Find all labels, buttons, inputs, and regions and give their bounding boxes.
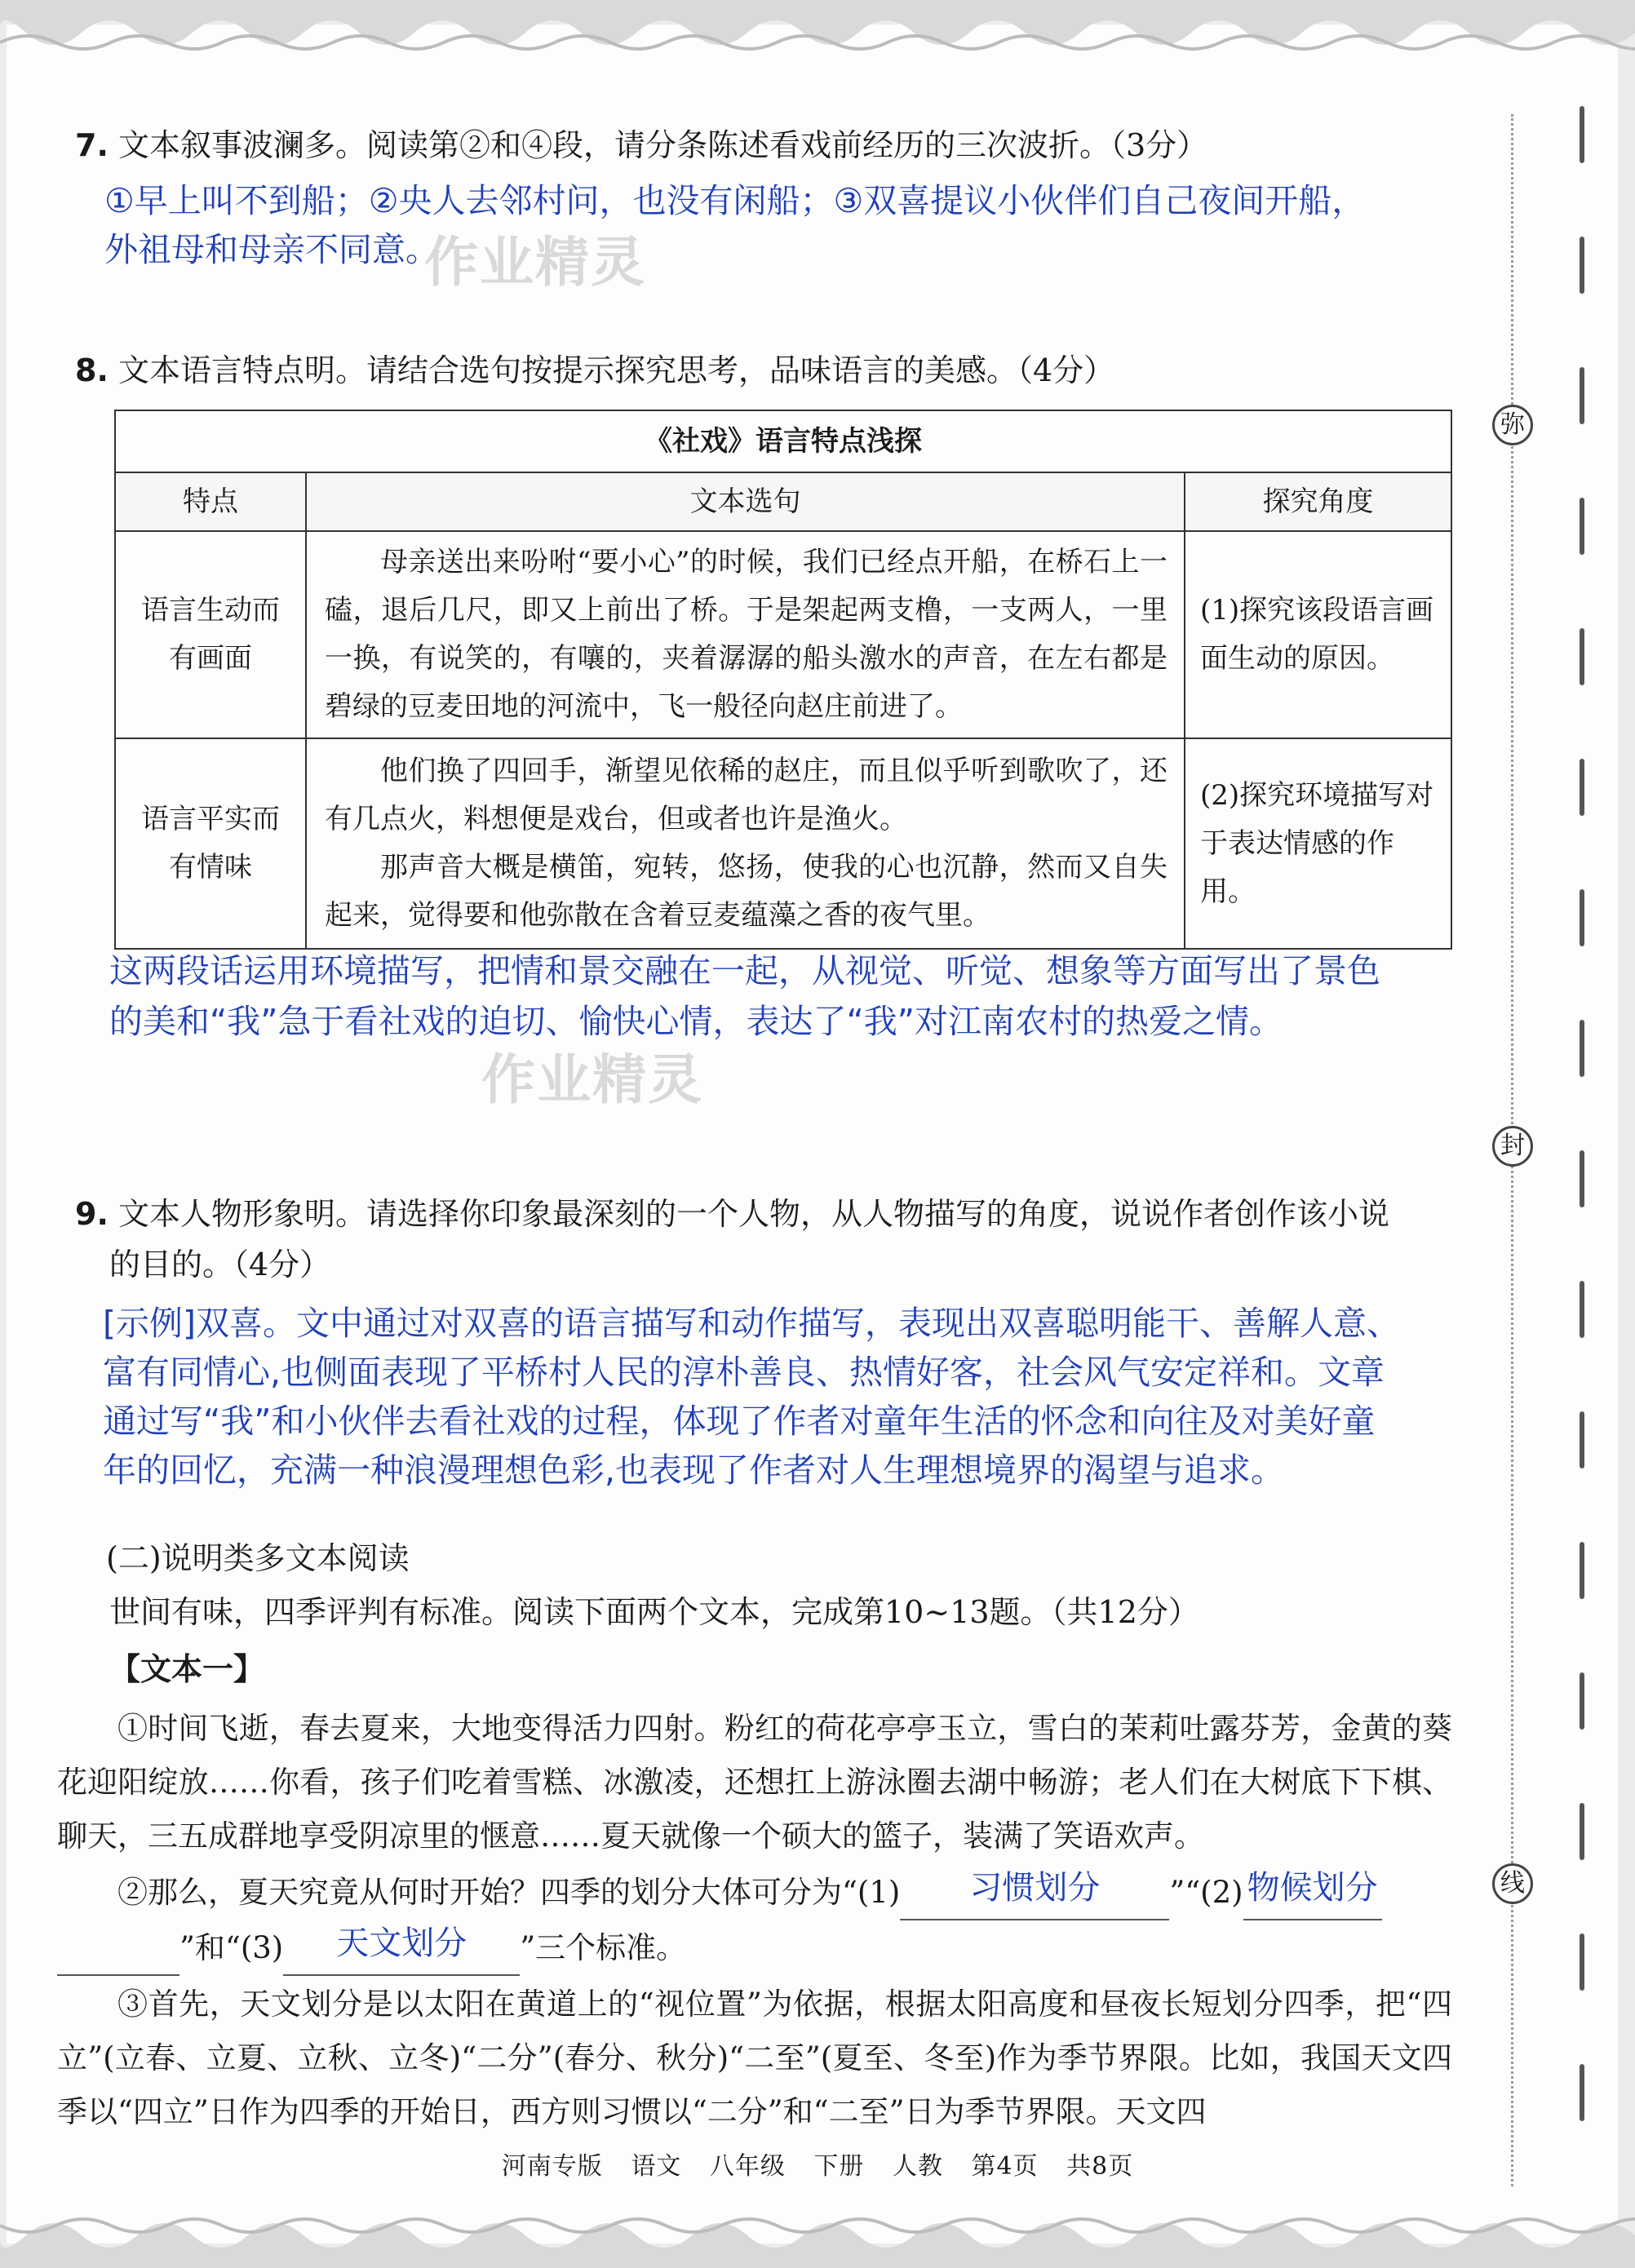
- blank-1[interactable]: [900, 1869, 1169, 1920]
- blank-1-answer: 习惯划分: [969, 1869, 1101, 1907]
- binding-mark-envelope: 封: [1492, 1126, 1533, 1167]
- footer-subject: 语文: [631, 2152, 682, 2181]
- angle-cell: (1)探究该段语言画面生动的原因。: [1185, 531, 1451, 738]
- paragraph-2-text: ②那么，夏天究竟从何时开始？四季的划分大体可分为“(1): [117, 1875, 901, 1910]
- bottom-wave-border: [0, 2195, 1635, 2268]
- question-text: 文本人物形象明。请选择你印象最深刻的一个人物，从人物描写的角度，说说作者创作该小说: [117, 1196, 1389, 1232]
- feature-cell: 语言生动而有画面: [115, 531, 306, 738]
- blank-2-answer: 物候划分: [1247, 1869, 1378, 1907]
- section-intro: 世间有味，四季评判有标准。阅读下面两个文本，完成第10~13题。（共12分）: [109, 1594, 1199, 1630]
- blank-3-answer: 天文划分: [336, 1925, 467, 1962]
- question-text: 文本叙事波澜多。阅读第②和④段，请分条陈述看戏前经历的三次波折。（3分）: [117, 127, 1208, 163]
- table-row: [115, 738, 1451, 949]
- blank-2-continued[interactable]: [57, 1935, 179, 1976]
- question-9-line-2: 的目的。（4分）: [109, 1247, 331, 1282]
- feature-cell: 语言平实而有情味: [115, 738, 306, 949]
- footer-publisher: 人教: [892, 2152, 943, 2181]
- footer-volume: 下册: [813, 2152, 865, 2181]
- answer-7-line-1: ①早上叫不到船；②央人去邻村问，也没有闲船；③双喜提议小伙伴们自己夜间开船，: [104, 181, 1366, 220]
- angle-cell: (2)探究环境描写对于表达情感的作用。: [1185, 738, 1451, 949]
- table-title: 《社戏》语言特点浅探: [115, 410, 1451, 472]
- footer-grade: 八年级: [709, 2152, 786, 2181]
- table-header: 文本选句: [306, 472, 1185, 531]
- text-paragraph: 那声音大概是横笛，宛转，悠扬，使我的心也沉静，然而又自失起来，觉得要和他弥散在含着豆麦蕴藻之香的夜气里。: [325, 851, 1168, 932]
- footer-page: 第4页: [971, 2152, 1039, 2181]
- answer-9-line-2: 富有同情心,也侧面表现了平桥村人民的淳朴善良、热情好客，社会风气安定祥和。文章: [103, 1353, 1385, 1392]
- table-header: 特点: [115, 472, 306, 531]
- blank-2[interactable]: [1243, 1869, 1382, 1920]
- text-cell: 母亲送出来吩咐“要小心”的时候，我们已经点开船，在桥石上一磕，退后几尺，即又上前出了桥。于是架起两支橹，一支两人，一里一换，有说笑的，有嚷的，夹着潺潺的船头激水的声音，在左右都是碧绿的豆麦田地的河流中，飞一般径向赵庄前进了。: [306, 531, 1185, 738]
- binding-mark-seal: 弥: [1492, 405, 1533, 445]
- question-9: [75, 1193, 1389, 1235]
- paragraph-2-text: ”“(2): [1169, 1875, 1243, 1910]
- question-text: 文本语言特点明。请结合选句按提示探究思考，品味语言的美感。（4分）: [117, 352, 1115, 388]
- paragraph-3: ③首先，天文划分是以太阳在黄道上的“视位置”为依据，根据太阳高度和昼夜长短划分四季，把“四立”(立春、立夏、立秋、立冬)“二分”(春分、秋分)“二至”(夏至、冬至)作为季节界限。比如，我国天文四季以“四立”日作为四季的开始日，西方则习惯以“二分”和“二至”日为季节界限。天文四: [57, 1987, 1452, 2129]
- text-cell: [306, 738, 1185, 949]
- page-footer: [0, 2146, 1635, 2182]
- blank-3[interactable]: [283, 1925, 520, 1976]
- answer-8-line-1: 这两段话运用环境描写，把情和景交融在一起，从视觉、听觉、想象等方面写出了景色: [109, 951, 1380, 990]
- footer-total-pages: 共8页: [1066, 2152, 1134, 2181]
- language-table: [114, 410, 1452, 950]
- paragraph-2: [57, 1865, 1452, 1976]
- answer-8-line-2: 的美和“我”急于看社戏的迫切、愉快心情，表达了“我”对江南农村的热爱之情。: [109, 1002, 1283, 1041]
- answer-9-line-1: [示例]双喜。文中通过对双喜的语言描写和动作描写，表现出双喜聪明能干、善解人意、: [103, 1304, 1400, 1343]
- paragraph-2-text: ”三个标准。: [520, 1930, 687, 1965]
- question-7: [75, 124, 1207, 166]
- table-header: 探究角度: [1185, 472, 1451, 531]
- table-row: [115, 531, 1451, 738]
- binding-mark-line: 线: [1492, 1863, 1533, 1904]
- text-one-label: 【文本一】: [109, 1651, 265, 1687]
- watermark: 作业精灵: [481, 1048, 703, 1111]
- footer-edition: 河南专版: [501, 2152, 603, 2181]
- question-number: 8.: [75, 352, 109, 388]
- top-wave-border: [0, 0, 1635, 73]
- question-number: 9.: [75, 1196, 109, 1232]
- text-paragraph: 他们换了四回手，渐望见依稀的赵庄，而且似乎听到歌吹了，还有几点火，料想便是戏台，但或者也许是渔火。: [325, 755, 1168, 835]
- answer-9-line-4: 年的回忆，充满一种浪漫理想色彩,也表现了作者对人生理想境界的渴望与追求。: [103, 1451, 1285, 1490]
- paragraph-1: ①时间飞逝，春去夏来，大地变得活力四射。粉红的荷花亭亭玉立，雪白的茉莉吐露芬芳，金黄的葵花迎阳绽放……你看，孩子们吃着雪糕、冰激凌，还想扛上游泳圈去湖中畅游；老人们在大树底下下棋、聊天，三五成群地享受阴凉里的惬意……夏天就像一个硕大的篮子，装满了笑语欢声。: [57, 1711, 1452, 1854]
- watermark: 作业精灵: [424, 231, 646, 294]
- answer-7-line-2: 外祖母和母亲不同意。: [104, 230, 439, 269]
- paragraph-2-text: ”和“(3): [179, 1930, 284, 1965]
- question-8: [75, 349, 1114, 392]
- section-heading: (二)说明类多文本阅读: [106, 1540, 410, 1576]
- answer-9-line-3: 通过写“我”和小伙伴去看社戏的过程，体现了作者对童年生活的怀念和向往及对美好童: [103, 1402, 1376, 1441]
- question-number: 7.: [75, 127, 109, 163]
